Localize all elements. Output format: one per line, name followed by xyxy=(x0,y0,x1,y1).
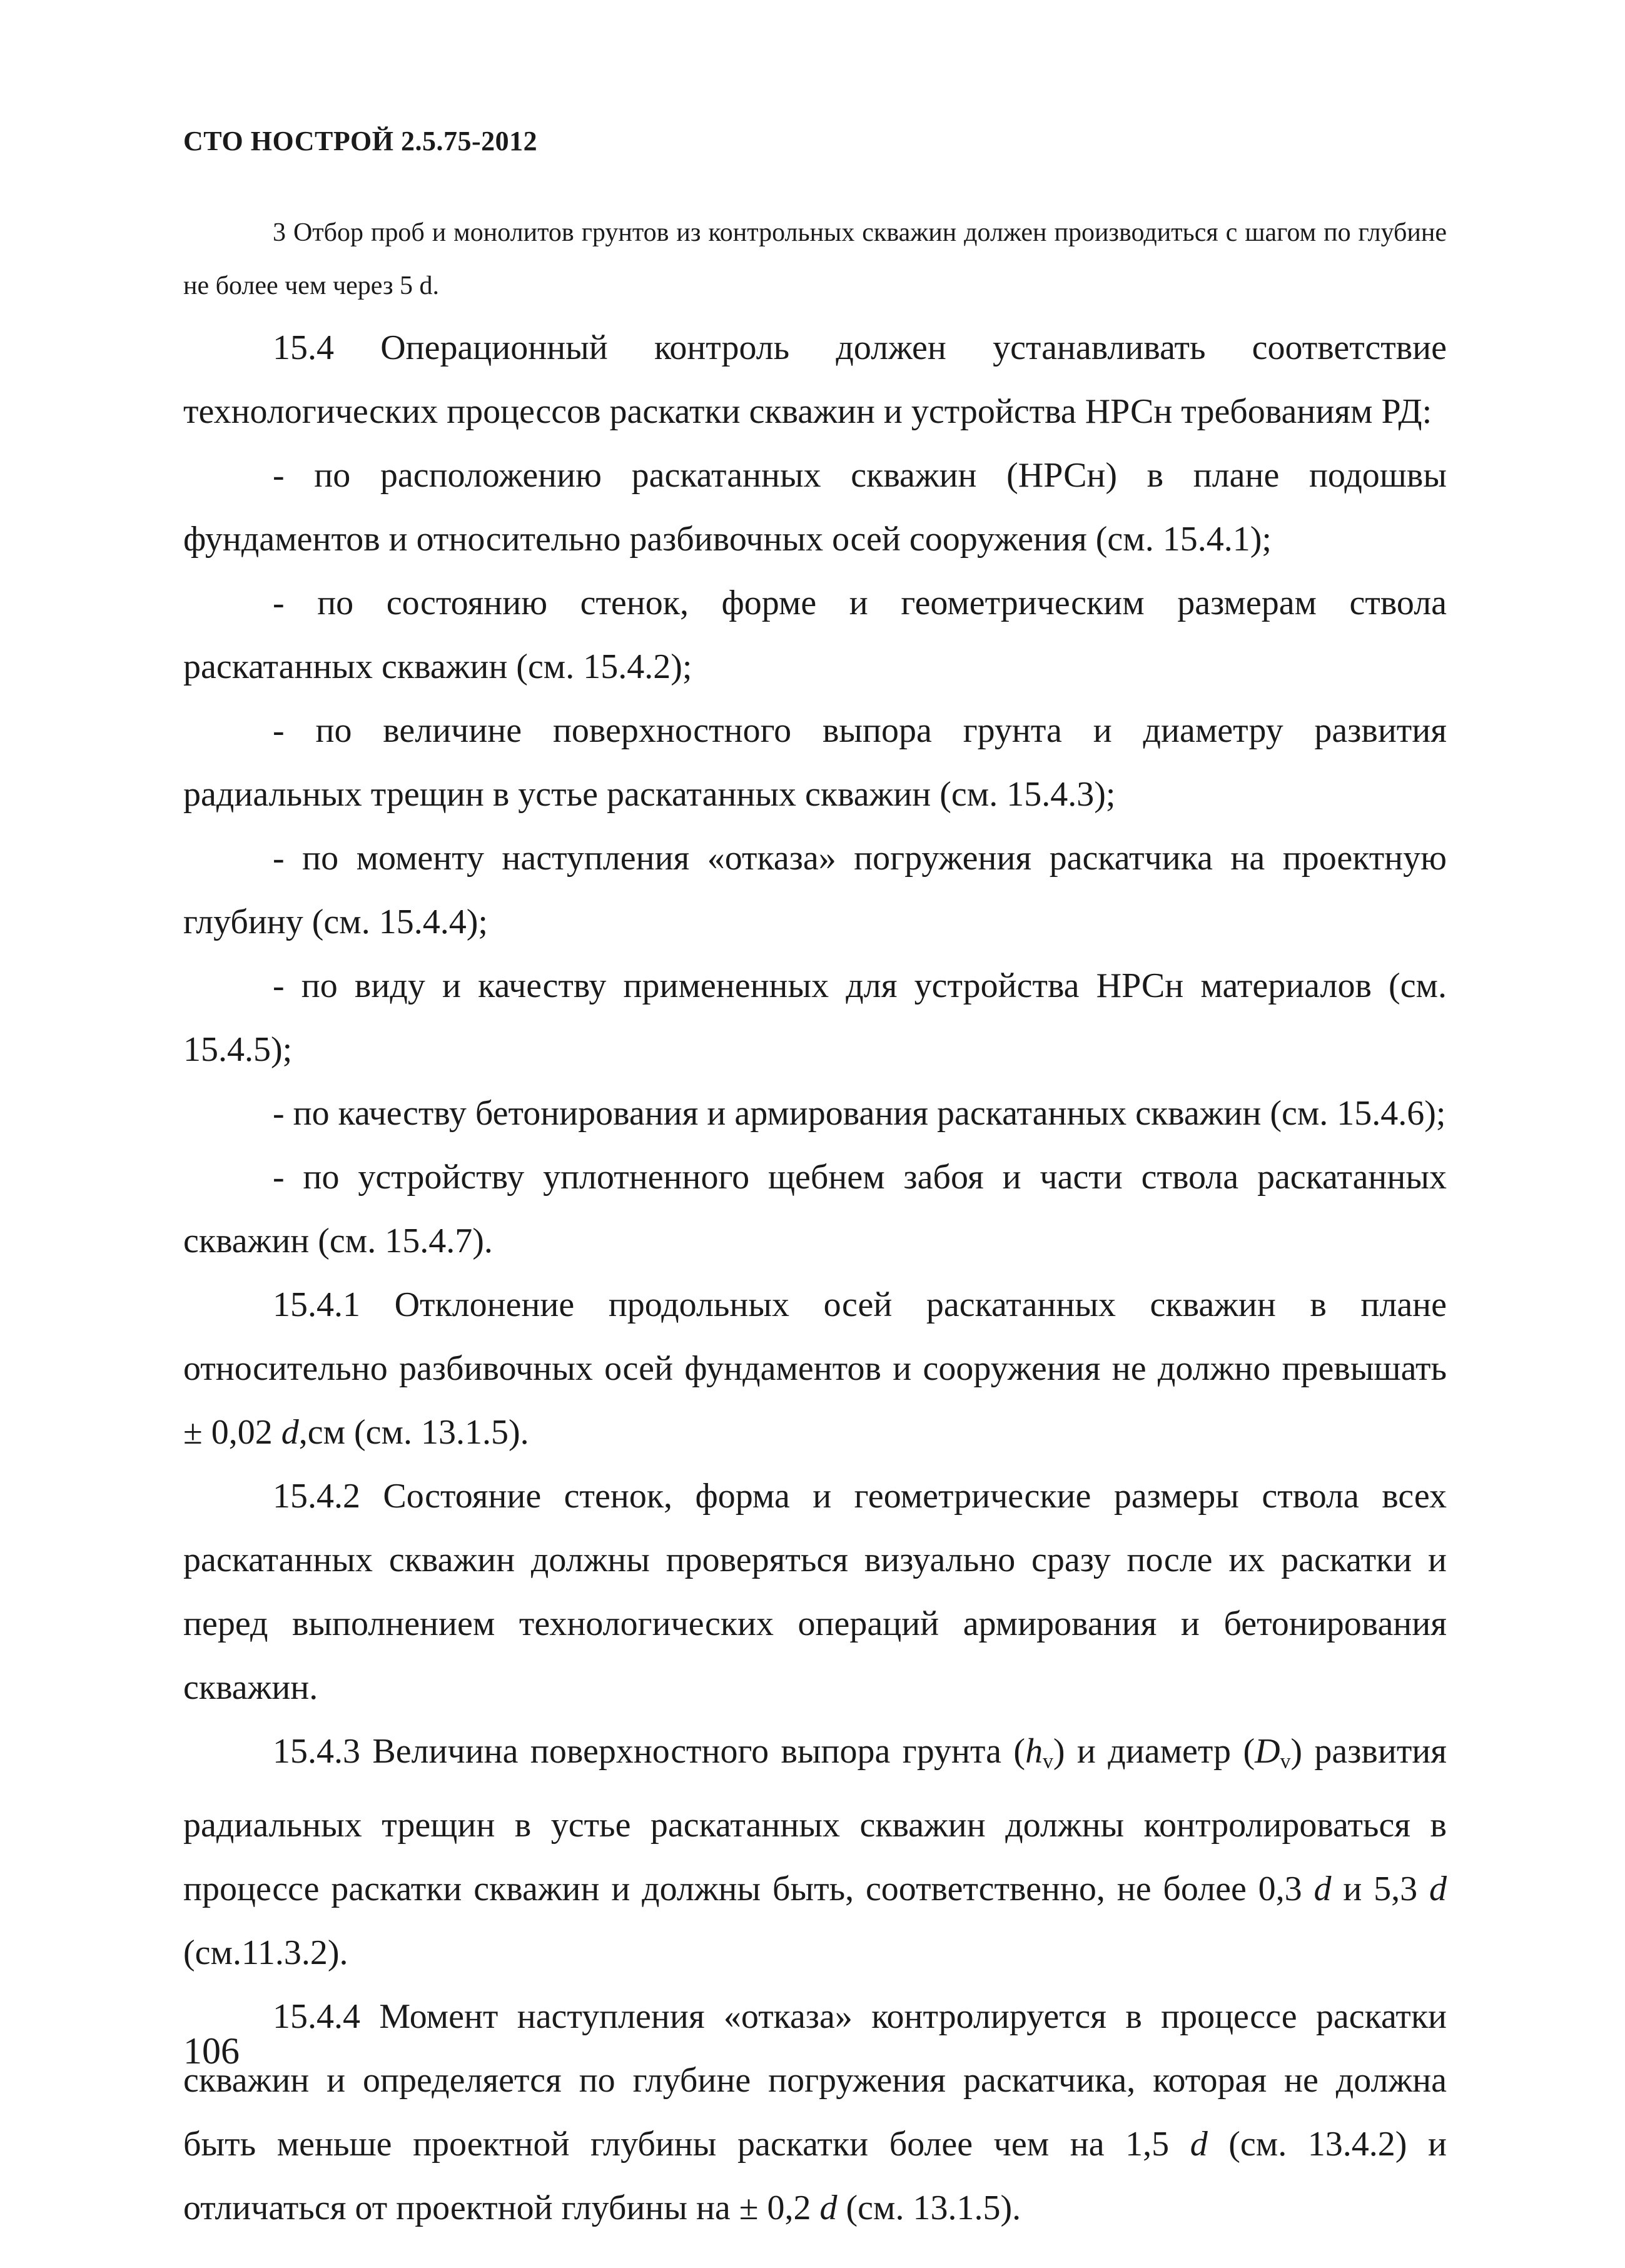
list-item-1: - по расположению раскатанных скважин (НРСн) в плане подошвы фундаментов и относительно разбивочных осей сооружения (см. 15.4.1); xyxy=(183,456,1447,559)
page-number: 106 xyxy=(183,2030,240,2072)
variable-d: d xyxy=(281,1413,299,1452)
text-segment: 15.4.1 Отклонение продольных осей раскатанных скважин в плане относительно разбивочных осей фундаментов и сооружения не должно превышать ± 0,02 xyxy=(183,1285,1447,1452)
variable-d: d xyxy=(1314,1870,1332,1909)
subscript-v: v xyxy=(1043,1749,1053,1773)
variable-d: d xyxy=(1429,1870,1447,1909)
paragraph-15-4-2: 15.4.2 Состояние стенок, форма и геометрические размеры ствола всех раскатанных скважин должны проверяться визуально сразу после их раскатки и перед выполнением технологических операций армирования и бетонирования скважин. xyxy=(183,1477,1447,1707)
document-header: СТО НОСТРОЙ 2.5.75-2012 xyxy=(183,126,538,156)
list-item-2: - по состоянию стенок, форме и геометрическим размерам ствола раскатанных скважин (см. 15.4.2); xyxy=(183,584,1447,686)
note-paragraph: 3 Отбор проб и монолитов грунтов из контрольных скважин должен производиться с шагом по глубине не более чем через 5 d. xyxy=(183,218,1447,300)
text-segment: 15.4.4 Момент наступления «отказа» контролируется в процессе раскатки скважин и определяется по глубине погружения раскатчика, которая не должна быть меньше проектной глубины раскатки более чем на 1,5 xyxy=(183,1997,1447,2164)
variable-d: d xyxy=(819,2189,838,2228)
text-segment: ) и диаметр ( xyxy=(1053,1732,1255,1771)
paragraph-15-4-4 xyxy=(183,1985,1447,2240)
paragraph-15-4-3 xyxy=(183,1719,1447,1985)
text-segment: и 5,3 xyxy=(1331,1870,1430,1909)
paragraph-15-4: 15.4 Операционный контроль должен устанавливать соответствие технологических процессов раскатки скважин и устройства НРСн требованиям РД: xyxy=(183,328,1447,431)
list-item-4: - по моменту наступления «отказа» погружения раскатчика на проектную глубину (см. 15.4.4); xyxy=(183,839,1447,941)
list-item-5: - по виду и качеству примененных для устройства НРСн материалов (см. 15.4.5); xyxy=(183,966,1447,1069)
main-text xyxy=(183,316,1447,2240)
subscript-v: v xyxy=(1280,1749,1291,1773)
list-item-6: - по качеству бетонирования и армирования раскатанных скважин (см. 15.4.6); xyxy=(273,1094,1446,1133)
variable-D: D xyxy=(1255,1732,1280,1771)
list-item-3: - по величине поверхностного выпора грунта и диаметру развития радиальных трещин в устье раскатанных скважин (см. 15.4.3); xyxy=(183,711,1447,814)
text-segment: (см. 13.1.5). xyxy=(837,2189,1021,2228)
text-segment: (см. 13.4.2) и отличаться от проектной глубины на ± 0,2 xyxy=(183,2125,1447,2228)
variable-d: d xyxy=(1190,2125,1208,2164)
text-segment: ) развития радиальных трещин в устье раскатанных скважин должны контролироваться в процессе раскатки скважин и должны быть, соответственно, не более 0,3 xyxy=(183,1732,1447,1909)
text-segment: 15.4.3 Величина поверхностного выпора грунта ( xyxy=(273,1732,1026,1771)
text-segment: (см.11.3.2). xyxy=(183,1933,348,1973)
list-item-7: - по устройству уплотненного щебнем забоя и части ствола раскатанных скважин (см. 15.4.7). xyxy=(183,1158,1447,1260)
text-segment: ,см (см. 13.1.5). xyxy=(298,1413,529,1452)
paragraph-15-4-1 xyxy=(183,1273,1447,1464)
variable-h: h xyxy=(1025,1732,1043,1771)
